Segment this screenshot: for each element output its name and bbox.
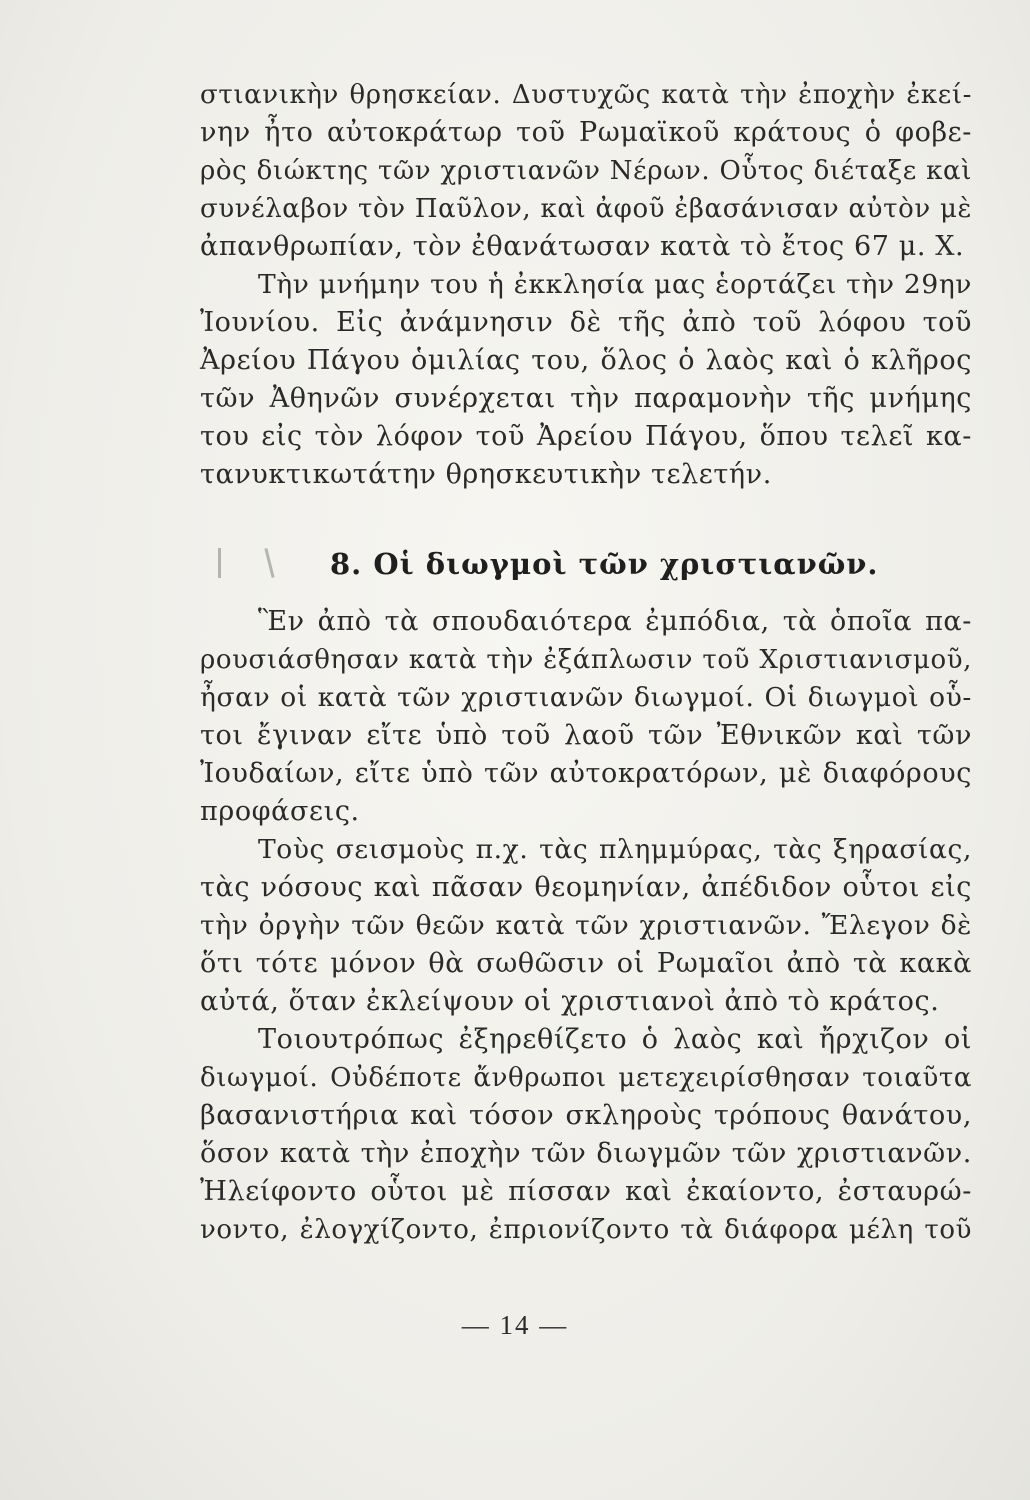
text-line: τῶν Ἀθηνῶν συνέρχεται τὴν παραμονὴν τῆς μνήμης <box>200 383 972 414</box>
text-line: προφάσεις. <box>200 796 360 827</box>
page-number: — 14 — <box>461 1310 569 1340</box>
text-line: τοι ἔγιναν εἴτε ὑπὸ τοῦ λαοῦ τῶν Ἐθνικῶν καὶ τῶν <box>200 720 972 751</box>
text-line: ἀπανθρωπίαν, τὸν ἐθανάτωσαν κατὰ τὸ ἔτος 67 μ. Χ. <box>200 231 965 262</box>
text-line: τανυκτικωτάτην θρησκευτικὴν τελετήν. <box>200 459 772 490</box>
text-line: Τοιουτρόπως ἐξηρεθίζετο ὁ λαὸς καὶ ἤρχιζον οἱ <box>258 1024 972 1055</box>
text-line: νοντο, ἐλογχίζοντο, ἐπριονίζοντο τὰ διάφορα μέλη τοῦ <box>200 1215 972 1245</box>
section-heading: 8. Οἱ διωγμοὶ τῶν χριστιανῶν. <box>330 547 879 581</box>
text-line: βασανιστήρια καὶ τόσον σκληροὺς τρόπους θανάτου, <box>200 1100 972 1131</box>
text-line: συνέλαβον τὸν Παῦλον, καὶ ἀφοῦ ἐβασάνισαν αὐτὸν μὲ <box>200 194 972 224</box>
text-line: ρὸς διώκτης τῶν χριστιανῶν Νέρων. Οὗτος διέταξε καὶ <box>200 156 972 186</box>
text-line: ἦσαν οἱ κατὰ τῶν χριστιανῶν διωγμοί. Οἱ διωγμοὶ οὗ- <box>200 682 972 713</box>
text-line: Ἠλείφοντο οὗτοι μὲ πίσσαν καὶ ἐκαίοντο, ἐσταυρώ- <box>200 1176 972 1207</box>
text-line: ὅτι τότε μόνον θὰ σωθῶσιν οἱ Ρωμαῖοι ἀπὸ τὰ κακὰ <box>200 948 972 979</box>
text-line: διωγμοί. Οὐδέποτε ἄνθρωποι μετεχειρίσθησαν τοιαῦτα <box>200 1063 972 1093</box>
text-line: ρουσιάσθησαν κατὰ τὴν ἐξάπλωσιν τοῦ Χριστιανισμοῦ, <box>200 645 972 675</box>
text-line: στιανικὴν θρησκείαν. Δυστυχῶς κατὰ τὴν ἐποχὴν ἐκεί- <box>200 80 972 110</box>
text-line: Ἓν ἀπὸ τὰ σπουδαιότερα ἐμπόδια, τὰ ὁποῖα πα- <box>258 606 972 637</box>
text-line: του εἰς τὸν λόφον τοῦ Ἀρείου Πάγου, ὅπου τελεῖ κα- <box>200 421 972 452</box>
pencil-mark <box>218 548 221 578</box>
text-line: νην ἦτο αὐτοκράτωρ τοῦ Ρωμαϊκοῦ κράτους ὁ φοβε- <box>200 117 972 148</box>
text-line: Ἰουνίου. Εἰς ἀνάμνησιν δὲ τῆς ἀπὸ τοῦ λόφου τοῦ <box>200 307 972 338</box>
text-line: αὐτά, ὅταν ἐκλείψουν οἱ χριστιανοὶ ἀπὸ τὸ κράτος. <box>200 986 940 1017</box>
text-line: τὴν ὀργὴν τῶν θεῶν κατὰ τῶν χριστιανῶν. Ἔλεγον δὲ <box>200 910 972 941</box>
text-line: Ἰουδαίων, εἴτε ὑπὸ τῶν αὐτοκρατόρων, μὲ διαφόρους <box>200 758 972 789</box>
text-line: Τὴν μνήμην του ἡ ἐκκλησία μας ἑορτάζει τὴν 29ην <box>258 269 972 300</box>
text-line: Τοὺς σεισμοὺς π.χ. τὰς πλημμύρας, τὰς ξηρασίας, <box>258 834 972 865</box>
text-line: τὰς νόσους καὶ πᾶσαν θεομηνίαν, ἀπέδιδον οὗτοι εἰς <box>200 872 972 903</box>
pencil-mark <box>264 548 274 578</box>
text-line: Ἀρείου Πάγου ὁμιλίας του, ὅλος ὁ λαὸς καὶ ὁ κλῆρος <box>200 345 972 376</box>
text-line: ὅσον κατὰ τὴν ἐποχὴν τῶν διωγμῶν τῶν χριστιανῶν. <box>200 1138 972 1169</box>
